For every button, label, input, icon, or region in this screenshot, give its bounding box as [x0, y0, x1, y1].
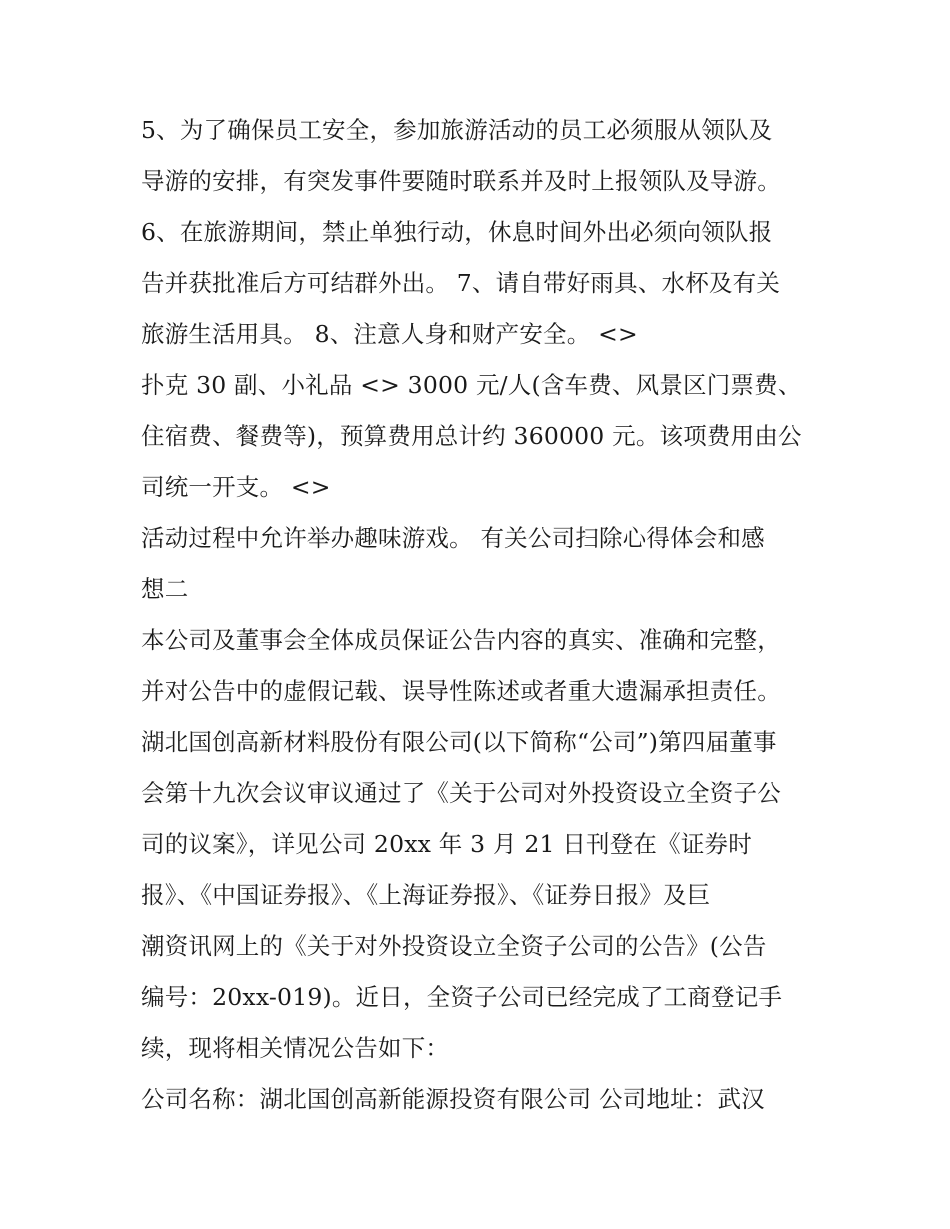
text-line: 告并获批准后方可结群外出。 7、请自带好雨具、水杯及有关	[141, 269, 781, 297]
text-line: 司统一开支。 <>	[141, 473, 331, 501]
text-line: 想二	[141, 575, 189, 603]
text-line: 活动过程中允许举办趣味游戏。 有关公司扫除心得体会和感	[141, 524, 765, 552]
text-line: 6、在旅游期间，禁止单独行动，休息时间外出必须向领队报	[141, 218, 773, 246]
text-line: 导游的安排，有突发事件要随时联系并及时上报领队及导游。	[141, 167, 781, 195]
text-line: 会第十九次会议审议通过了《关于公司对外投资设立全资子公	[141, 779, 781, 807]
text-line: 编号：20xx-019)。近日，全资子公司已经完成了工商登记手	[141, 983, 783, 1011]
text-line: 扑克 30 副、小礼品 <> 3000 元/人(含车费、风景区门票费、	[141, 371, 802, 399]
document-body	[141, 107, 821, 1127]
text-line: 5、为了确保员工安全，参加旅游活动的员工必须服从领队及	[141, 116, 773, 144]
text-line: 旅游生活用具。 8、注意人身和财产安全。 <>	[141, 320, 638, 348]
text-line: 司的议案》，详见公司 20xx 年 3 月 21 日刊登在《证券时	[141, 830, 752, 858]
text-line: 湖北国创高新材料股份有限公司(以下简称“公司”)第四届董事	[141, 728, 777, 756]
text-line: 潮资讯网上的《关于对外投资设立全资子公司的公告》(公告	[141, 932, 767, 960]
text-line: 报》、《中国证券报》、《上海证券报》、《证券日报》及巨	[141, 881, 711, 909]
text-line: 并对公告中的虚假记载、误导性陈述或者重大遗漏承担责任。	[141, 677, 781, 705]
text-line: 本公司及董事会全体成员保证公告内容的真实、准确和完整，	[141, 626, 781, 654]
text-line: 续，现将相关情况公告如下：	[141, 1034, 450, 1062]
text-line: 住宿费、餐费等)，预算费用总计约 360000 元。该项费用由公	[141, 422, 802, 450]
text-line: 公司名称：湖北国创高新能源投资有限公司 公司地址：武汉	[141, 1085, 765, 1113]
